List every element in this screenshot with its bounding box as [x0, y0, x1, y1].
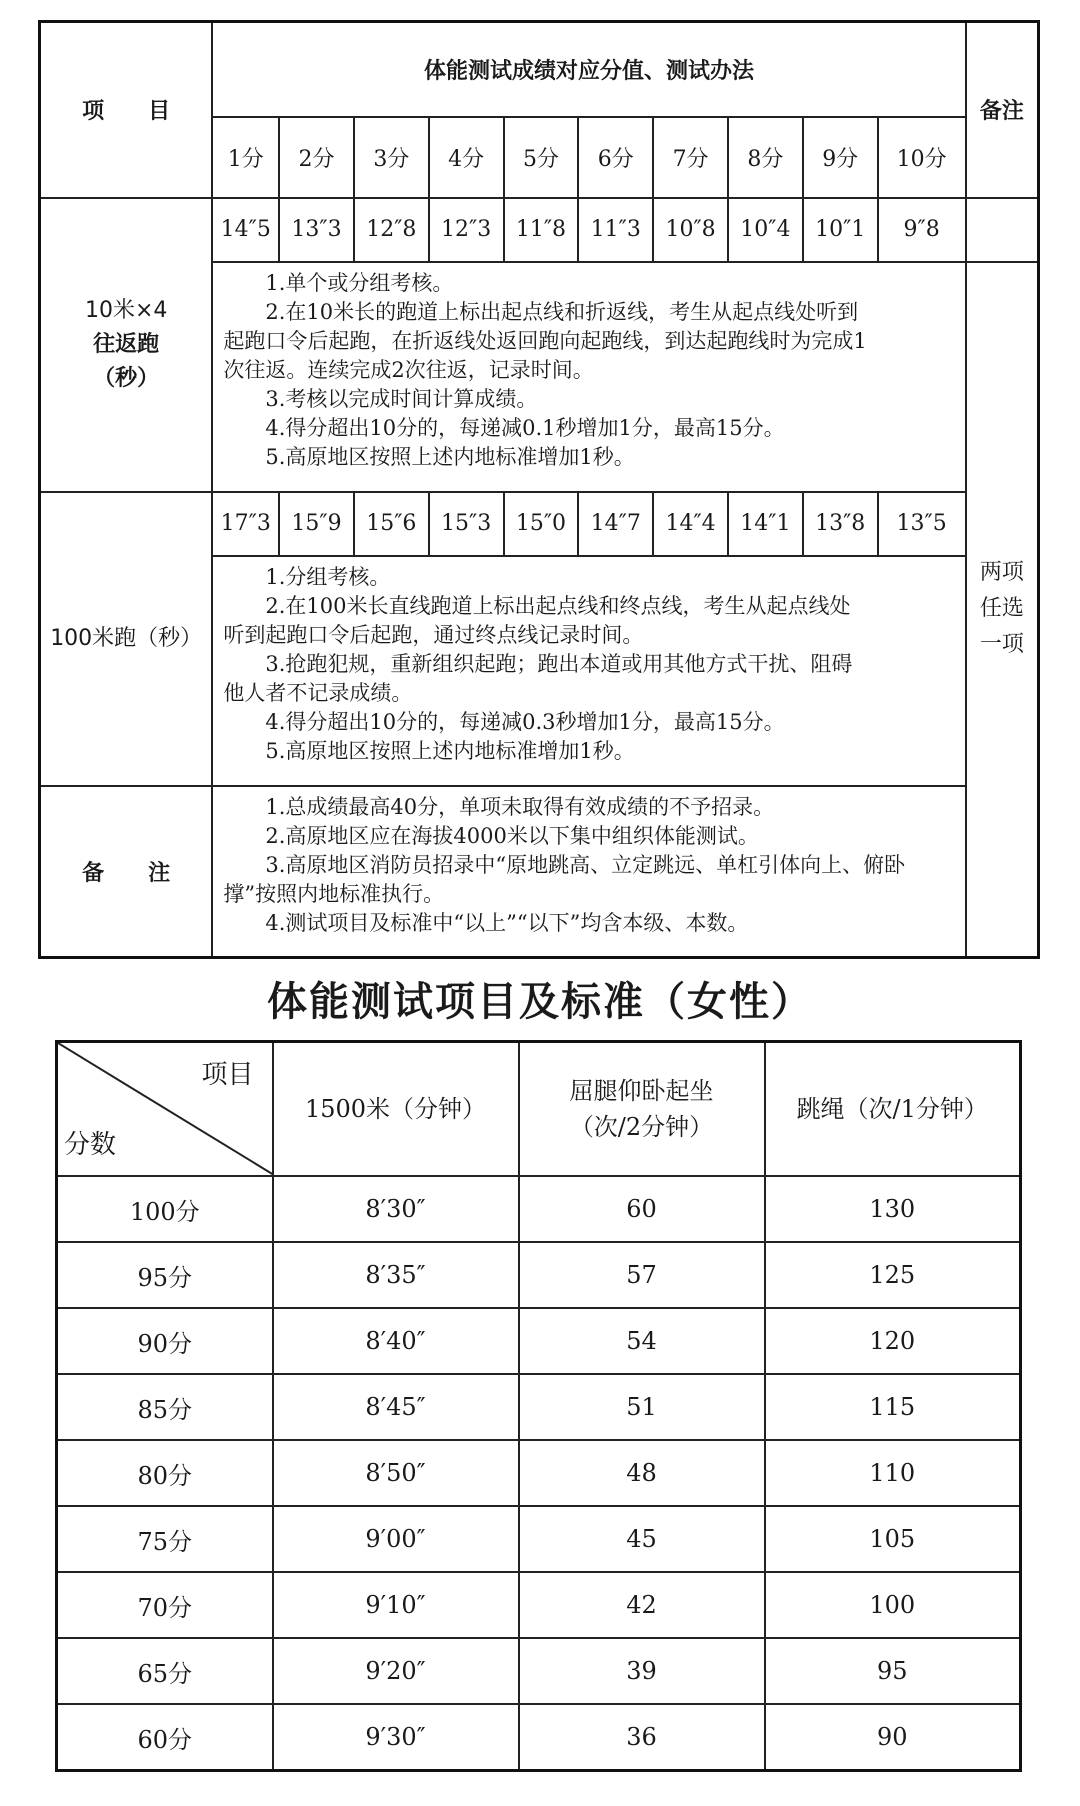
cell-score: 70分: [57, 1572, 273, 1638]
sprint-value: 13″8: [803, 492, 878, 556]
rule-line: 5.高原地区按照上述内地标准增加1秒。: [265, 738, 635, 763]
cell-run: 8′40″: [273, 1308, 519, 1374]
cell-rope: 110: [765, 1440, 1021, 1506]
score-label: 10分: [878, 117, 966, 198]
cell-situp: 54: [519, 1308, 765, 1374]
cell-situp: 42: [519, 1572, 765, 1638]
rule-line: 1.单个或分组考核。: [265, 270, 454, 295]
shuttle-value: 14″5: [212, 198, 279, 262]
table-row: [57, 1176, 1021, 1242]
cell-situp: 57: [519, 1242, 765, 1308]
shuttle-value: 12″3: [429, 198, 504, 262]
sprint-value: 15″0: [504, 492, 579, 556]
sprint-value: 15″3: [429, 492, 504, 556]
cell-situp: 48: [519, 1440, 765, 1506]
sprint-value: 14″1: [728, 492, 803, 556]
shuttle-value: 11″8: [504, 198, 579, 262]
remark-header: 备注: [966, 22, 1039, 198]
choose-one-remark: 两项 任选 一项: [966, 262, 1039, 958]
sprint-label: 100米跑（秒）: [40, 492, 213, 786]
cell-run: 8′35″: [273, 1242, 519, 1308]
cell-run: 8′50″: [273, 1440, 519, 1506]
cell-score: 85分: [57, 1374, 273, 1440]
female-standards-title: 体能测试项目及标准（女性）: [267, 979, 813, 1025]
rule-line: 1.总成绩最高40分，单项未取得有效成绩的不予招录。: [265, 794, 775, 819]
sprint-value: 14″4: [653, 492, 728, 556]
rule-line: 3.考核以完成时间计算成绩。: [265, 386, 538, 411]
rule-line: 他人者不记录成绩。: [223, 680, 413, 705]
rule-line: 撑”按照内地标准执行。: [223, 881, 445, 906]
shuttle-run-rules: [212, 262, 965, 492]
table-row: [57, 1374, 1021, 1440]
table-row: [57, 1506, 1021, 1572]
table-row: [57, 1704, 1021, 1771]
score-label: 7分: [653, 117, 728, 198]
diag-item-label: 项目: [201, 1060, 254, 1090]
col-1500m: 1500米（分钟）: [273, 1042, 519, 1177]
cell-rope: 105: [765, 1506, 1021, 1572]
shuttle-value: 12″8: [354, 198, 429, 262]
shuttle-value: 10″4: [728, 198, 803, 262]
score-label: 1分: [212, 117, 279, 198]
cell-rope: 100: [765, 1572, 1021, 1638]
shuttle-value: 10″8: [653, 198, 728, 262]
sprint-value: 17″3: [212, 492, 279, 556]
rule-line: 1.分组考核。: [265, 564, 391, 589]
cell-situp: 60: [519, 1176, 765, 1242]
table-row: [57, 1242, 1021, 1308]
general-notes: [212, 786, 1038, 958]
shuttle-value: 11″3: [578, 198, 653, 262]
item-header: 项 目: [40, 22, 213, 198]
cell-run: 9′20″: [273, 1638, 519, 1704]
rule-line: 起跑口令后起跑，在折返线处返回跑向起跑线，到达起跑线时为完成1: [223, 328, 867, 353]
rule-line: 4.得分超出10分的，每递减0.1秒增加1分，最高15分。: [265, 415, 785, 440]
rule-line: 5.高原地区按照上述内地标准增加1秒。: [265, 444, 635, 469]
sprint-value: 15″6: [354, 492, 429, 556]
shuttle-run-label: 10米×4 往返跑 （秒）: [40, 198, 213, 492]
rule-line: 次往返。连续完成2次往返，记录时间。: [223, 357, 594, 382]
cell-rope: 90: [765, 1704, 1021, 1771]
cell-score: 90分: [57, 1308, 273, 1374]
notes-label: 备 注: [40, 786, 213, 958]
cell-situp: 36: [519, 1704, 765, 1771]
scores-title-header: 体能测试成绩对应分值、测试办法: [212, 22, 965, 117]
cell-run: 8′45″: [273, 1374, 519, 1440]
col-rope: 跳绳（次/1分钟）: [765, 1042, 1021, 1177]
diag-score-label: 分数: [64, 1130, 117, 1160]
cell-score: 60分: [57, 1704, 273, 1771]
rule-line: 3.高原地区消防员招录中“原地跳高、立定跳远、单杠引体向上、俯卧: [265, 852, 906, 877]
rule-line: 2.在10米长的跑道上标出起点线和折返线，考生从起点线处听到: [265, 299, 859, 324]
sprint-rules: [212, 556, 965, 786]
diagonal-header-cell: [57, 1042, 273, 1177]
rule-line: 2.在100米长直线跑道上标出起点线和终点线，考生从起点线处: [265, 593, 851, 618]
cell-situp: 45: [519, 1506, 765, 1572]
cell-rope: 115: [765, 1374, 1021, 1440]
cell-run: 9′30″: [273, 1704, 519, 1771]
cell-rope: 125: [765, 1242, 1021, 1308]
score-label: 4分: [429, 117, 504, 198]
score-label: 9分: [803, 117, 878, 198]
cell-score: 95分: [57, 1242, 273, 1308]
cell-situp: 39: [519, 1638, 765, 1704]
cell-score: 80分: [57, 1440, 273, 1506]
score-label: 2分: [279, 117, 354, 198]
score-label: 6分: [578, 117, 653, 198]
sprint-value: 15″9: [279, 492, 354, 556]
sprint-value: 13″5: [878, 492, 966, 556]
rule-line: 听到起跑口令后起跑，通过终点线记录时间。: [223, 622, 644, 647]
cell-rope: 120: [765, 1308, 1021, 1374]
table-row: [57, 1440, 1021, 1506]
cell-run: 8′30″: [273, 1176, 519, 1242]
score-label: 3分: [354, 117, 429, 198]
rule-line: 4.测试项目及标准中“以上”“以下”均含本级、本数。: [265, 910, 749, 935]
table-row: [57, 1572, 1021, 1638]
shuttle-value: 9″8: [878, 198, 966, 262]
score-label: 8分: [728, 117, 803, 198]
cell-score: 75分: [57, 1506, 273, 1572]
cell-rope: 130: [765, 1176, 1021, 1242]
rule-line: 4.得分超出10分的，每递减0.3秒增加1分，最高15分。: [265, 709, 785, 734]
shuttle-value: 13″3: [279, 198, 354, 262]
sprint-values-row: [40, 492, 1039, 556]
cell-score: 100分: [57, 1176, 273, 1242]
table-row: [57, 1638, 1021, 1704]
rule-line: 2.高原地区应在海拔4000米以下集中组织体能测试。: [265, 823, 759, 848]
table-row: [57, 1308, 1021, 1374]
sprint-value: 14″7: [578, 492, 653, 556]
cell-rope: 95: [765, 1638, 1021, 1704]
cell-run: 9′10″: [273, 1572, 519, 1638]
male-standards-table: [38, 20, 1040, 959]
cell-situp: 51: [519, 1374, 765, 1440]
cell-run: 9′00″: [273, 1506, 519, 1572]
female-standards-table: [55, 1040, 1022, 1772]
rule-line: 3.抢跑犯规，重新组织起跑；跑出本道或用其他方式干扰、阻碍: [265, 651, 853, 676]
cell-score: 65分: [57, 1638, 273, 1704]
score-label: 5分: [504, 117, 579, 198]
col-situp: 屈腿仰卧起坐 （次/2分钟）: [519, 1042, 765, 1177]
shuttle-values-row: [40, 198, 1039, 262]
shuttle-value: 10″1: [803, 198, 878, 262]
